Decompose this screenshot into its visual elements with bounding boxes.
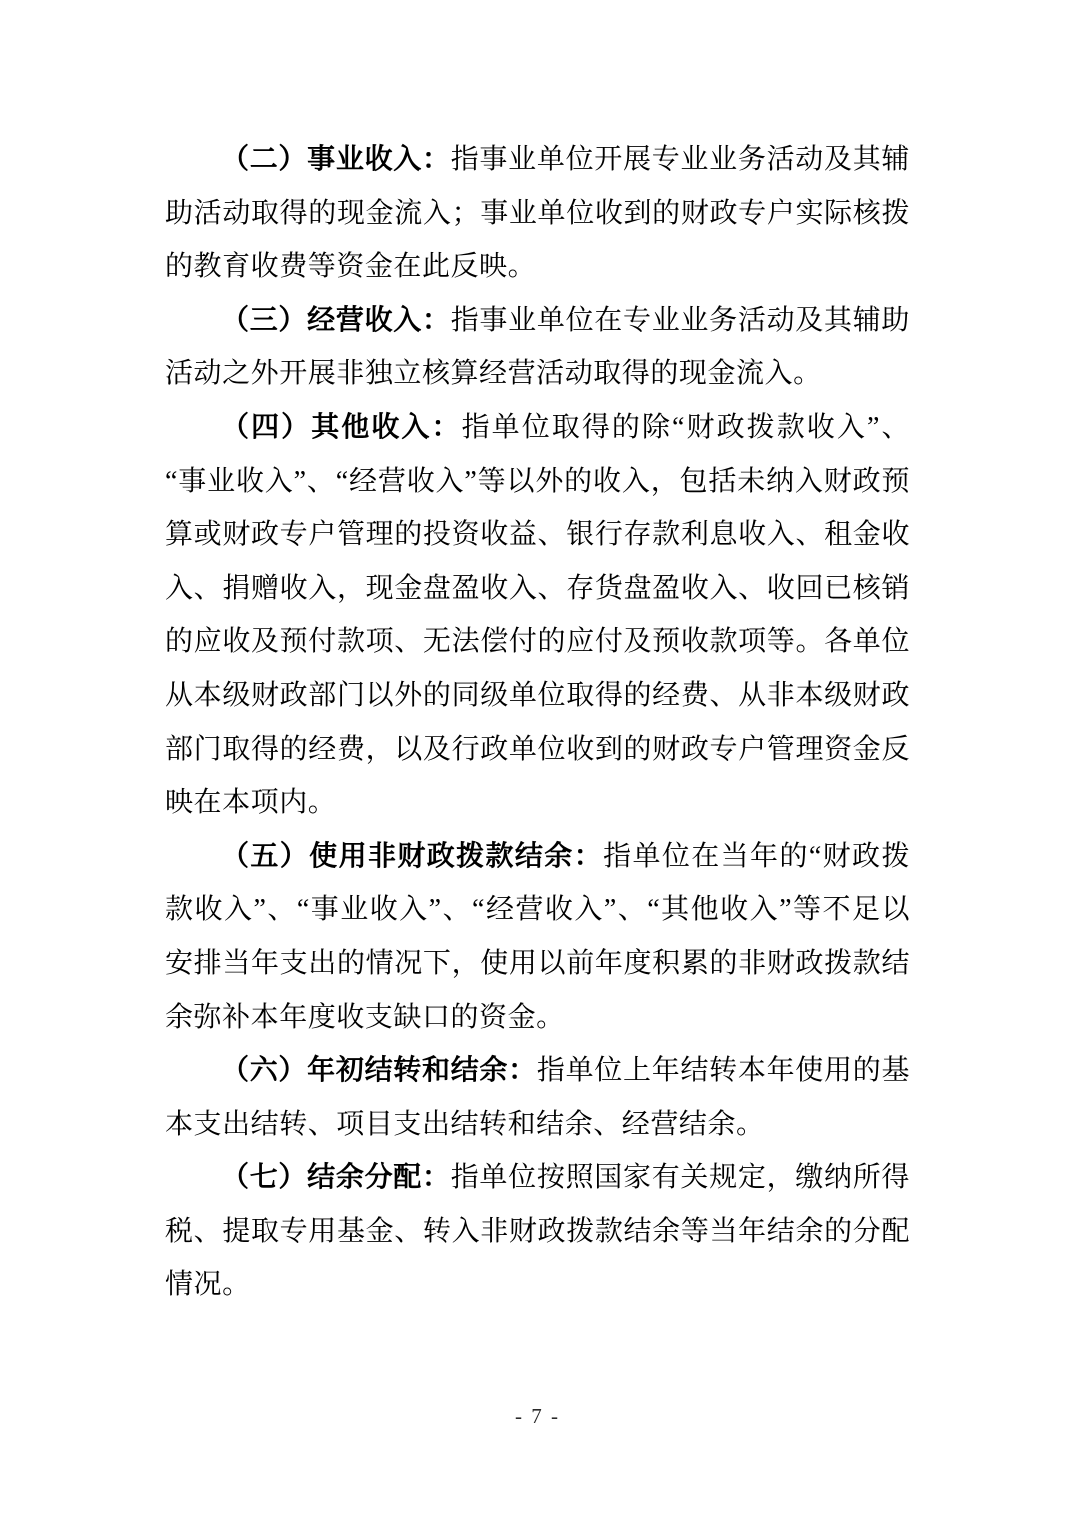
definition-text: 指单位取得的除“财政拨款收入”、“事业收入”、“经营收入”等以外的收入，包括未纳入财政预算或财政专户管理的投资收益、银行存款利息收入、租金收入、捐赠收入，现金盘盈收入、存货盘盈收入、收回已核销的应收及预付款项、无法偿付的应付及预收款项等。各单位从本级财政部门以外的同级单位取得的经费、从非本级财政部门取得的经费，以及行政单位收到的财政专户管理资金反映在本项内。 (165, 411, 910, 819)
definition-text: 指单位上年结转本年使用的基本支出结转、项目支出结转和结余、经营结余。 (165, 1055, 910, 1140)
document-body (165, 133, 910, 1312)
definition-term: （七）结余分配： (221, 1162, 451, 1194)
definition-term: （六）年初结转和结余： (221, 1055, 537, 1087)
page-number: - 7 - (515, 1404, 560, 1428)
definition-paragraph (165, 401, 910, 830)
definition-text: 指单位按照国家有关规定，缴纳所得税、提取专用基金、转入非财政拨款结余等当年结余的分配情况。 (165, 1162, 910, 1301)
definition-term: （五）使用非财政拨款结余： (221, 840, 604, 872)
definition-paragraph (165, 830, 910, 1044)
definition-term: （二）事业收入： (221, 144, 451, 175)
definition-term: （四）其他收入： (221, 411, 462, 443)
definition-text: 指事业单位在专业业务活动及其辅助活动之外开展非独立核算经营活动取得的现金流入。 (165, 304, 910, 390)
definition-paragraph (165, 1044, 910, 1151)
definition-paragraph (165, 294, 910, 401)
definition-text: 指事业单位开展专业业务活动及其辅助活动取得的现金流入；事业单位收到的财政专户实际核拨的教育收费等资金在此反映。 (165, 144, 910, 283)
definition-term: （三）经营收入： (221, 304, 451, 336)
definition-text: 指单位在当年的“财政拨款收入”、“事业收入”、“经营收入”、“其他收入”等不足以安排当年支出的情况下，使用以前年度积累的非财政拨款结余弥补本年度收支缺口的资金。 (165, 840, 910, 1033)
definition-paragraph (165, 1151, 910, 1312)
definition-paragraph (165, 133, 910, 294)
